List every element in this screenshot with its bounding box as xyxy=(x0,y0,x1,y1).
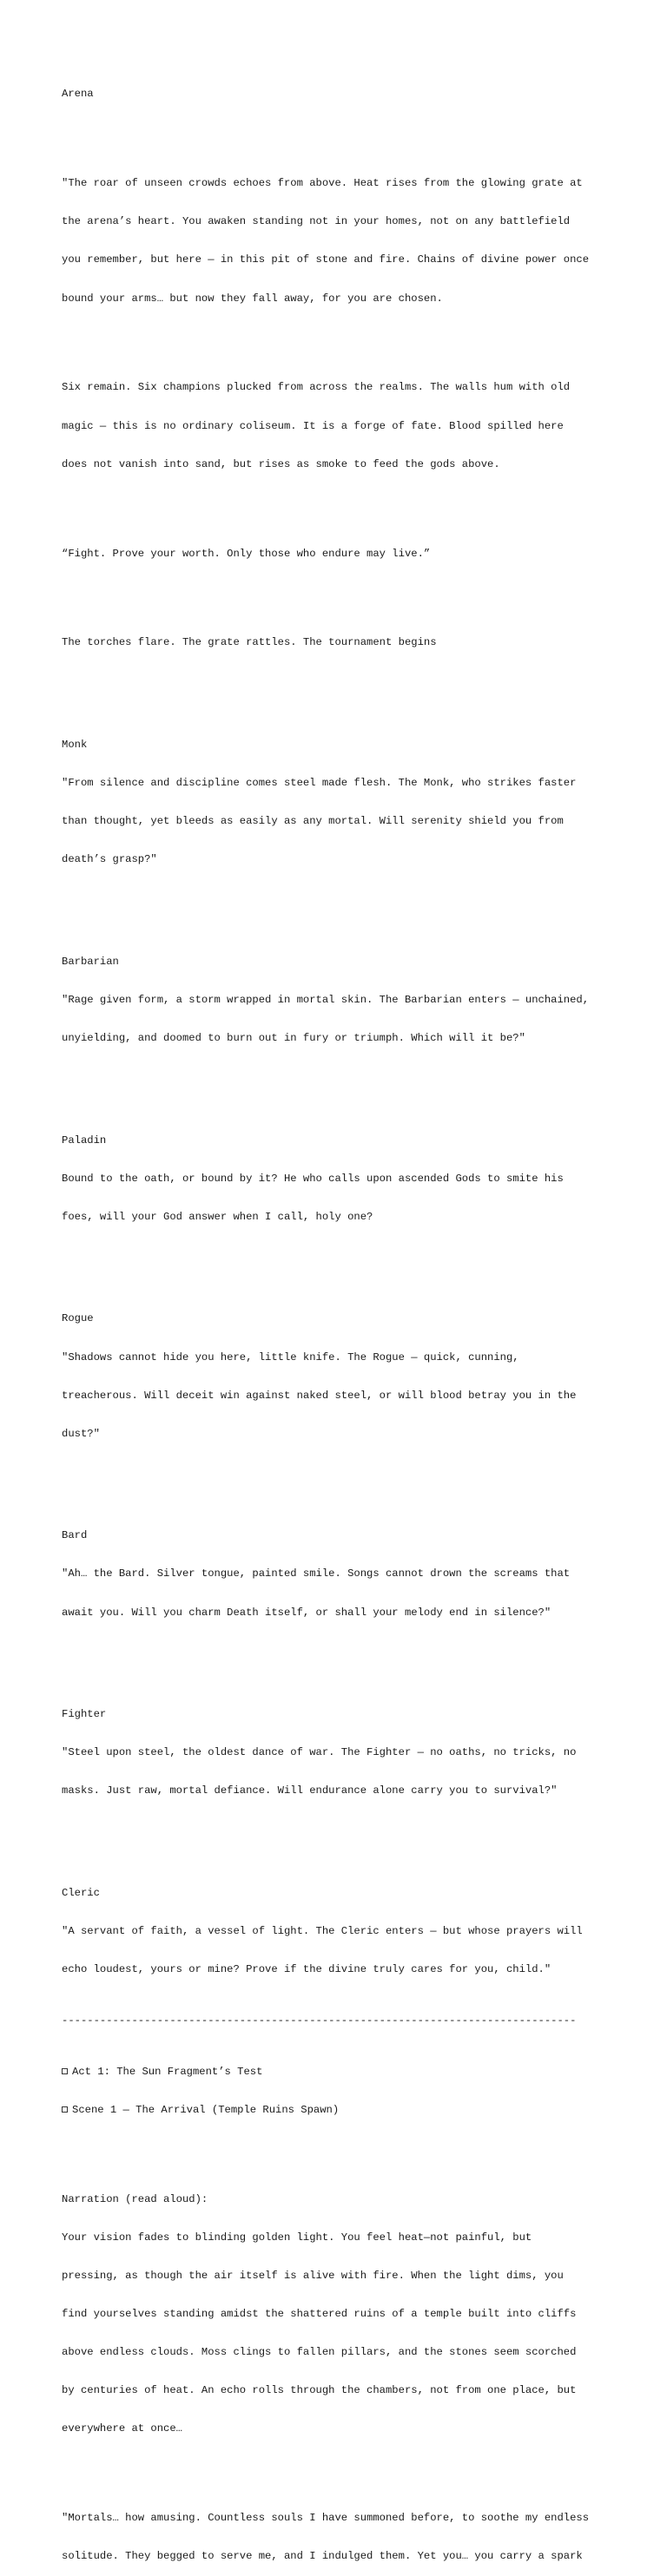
document-page xyxy=(62,62,617,2576)
mortals-line: "Mortals… how amusing. Countless souls I have summoned before, to soothe my endless xyxy=(62,2512,590,2525)
class-desc-line: "Ah… the Bard. Silver tongue, painted smile. Songs cannot drown the screams that xyxy=(62,1567,571,1580)
narration-line: Your vision fades to blinding golden light. You feel heat—not painful, but xyxy=(62,2231,532,2244)
six-remain-line: Six remain. Six champions plucked from across the realms. The walls hum with old xyxy=(62,381,571,394)
class-desc-line: death’s grasp?" xyxy=(62,853,157,866)
doc-title: Arena xyxy=(62,88,94,101)
class-name-cleric: Cleric xyxy=(62,1886,100,1899)
class-name-rogue: Rogue xyxy=(62,1312,94,1325)
class-desc-line: unyielding, and doomed to burn out in fury or triumph. Which will it be?" xyxy=(62,1032,525,1045)
class-desc-line: await you. Will you charm Death itself, or shall your melody end in silence?" xyxy=(62,1606,551,1619)
torches-line: The torches flare. The grate rattles. The tournament begins xyxy=(62,636,437,649)
square-bullet-icon xyxy=(62,2068,68,2074)
intro-line: bound your arms… but now they fall away, for you are chosen. xyxy=(62,292,443,305)
intro-line: "The roar of unseen crowds echoes from above. Heat rises from the glowing grate at xyxy=(62,177,583,190)
six-remain-line: does not vanish into sand, but rises as smoke to feed the gods above. xyxy=(62,457,500,470)
class-name-paladin: Paladin xyxy=(62,1134,107,1147)
narration-line: pressing, as though the air itself is alive with fire. When the light dims, you xyxy=(62,2269,564,2282)
six-remain-line: magic — this is no ordinary coliseum. It is a forge of fate. Blood spilled here xyxy=(62,419,564,432)
class-desc-line: than thought, yet bleeds as easily as any mortal. Will serenity shield you from xyxy=(62,815,564,828)
narration-line: above endless clouds. Moss clings to fallen pillars, and the stones seem scorched xyxy=(62,2346,577,2359)
class-desc-line: foes, will your God answer when I call, holy one? xyxy=(62,1210,373,1223)
class-desc-line: treacherous. Will deceit win against naked steel, or will blood betray you in the xyxy=(62,1389,577,1402)
scene-heading xyxy=(62,2104,617,2117)
class-desc-line: "Shadows cannot hide you here, little knife. The Rogue — quick, cunning, xyxy=(62,1350,519,1364)
mortals-line: solitude. They begged to serve me, and I indulged them. Yet you… you carry a spark xyxy=(62,2550,583,2563)
class-desc-line: "Steel upon steel, the oldest dance of war. The Fighter — no oaths, no tricks, no xyxy=(62,1746,577,1759)
class-name-fighter: Fighter xyxy=(62,1708,107,1721)
act-heading-text: Act 1: The Sun Fragment’s Test xyxy=(72,2065,263,2078)
fight-quote: “Fight. Prove your worth. Only those who endure may live.” xyxy=(62,547,431,560)
intro-line: you remember, but here — in this pit of stone and fire. Chains of divine power once xyxy=(62,253,590,266)
class-desc-line: echo loudest, yours or mine? Prove if the divine truly cares for you, child." xyxy=(62,1963,551,1976)
class-desc-line: "From silence and discipline comes steel made flesh. The Monk, who strikes faster xyxy=(62,777,577,790)
narration-line: everywhere at once… xyxy=(62,2422,182,2435)
class-name-monk: Monk xyxy=(62,739,88,752)
class-desc-line: dust?" xyxy=(62,1427,100,1440)
narration-label: Narration (read aloud): xyxy=(62,2192,208,2205)
square-bullet-icon xyxy=(62,2106,68,2113)
class-name-barbarian: Barbarian xyxy=(62,955,119,968)
section-divider: --------------------------------------------------------------------------------- xyxy=(62,2014,577,2027)
narration-line: find yourselves standing amidst the shattered ruins of a temple built into cliffs xyxy=(62,2307,577,2320)
class-desc-line: masks. Just raw, mortal defiance. Will endurance alone carry you to survival?" xyxy=(62,1784,558,1797)
act-heading xyxy=(62,2066,617,2079)
class-desc-line: Bound to the oath, or bound by it? He who calls upon ascended Gods to smite his xyxy=(62,1172,564,1185)
class-desc-line: "A servant of faith, a vessel of light. The Cleric enters — but whose prayers will xyxy=(62,1925,583,1937)
class-desc-line: "Rage given form, a storm wrapped in mortal skin. The Barbarian enters — unchained, xyxy=(62,994,590,1006)
narration-line: by centuries of heat. An echo rolls through the chambers, not from one place, but xyxy=(62,2384,577,2397)
intro-line: the arena’s heart. You awaken standing not in your homes, not on any battlefield xyxy=(62,215,571,228)
scene-heading-text: Scene 1 — The Arrival (Temple Ruins Spawn) xyxy=(72,2103,340,2116)
class-name-bard: Bard xyxy=(62,1529,88,1542)
